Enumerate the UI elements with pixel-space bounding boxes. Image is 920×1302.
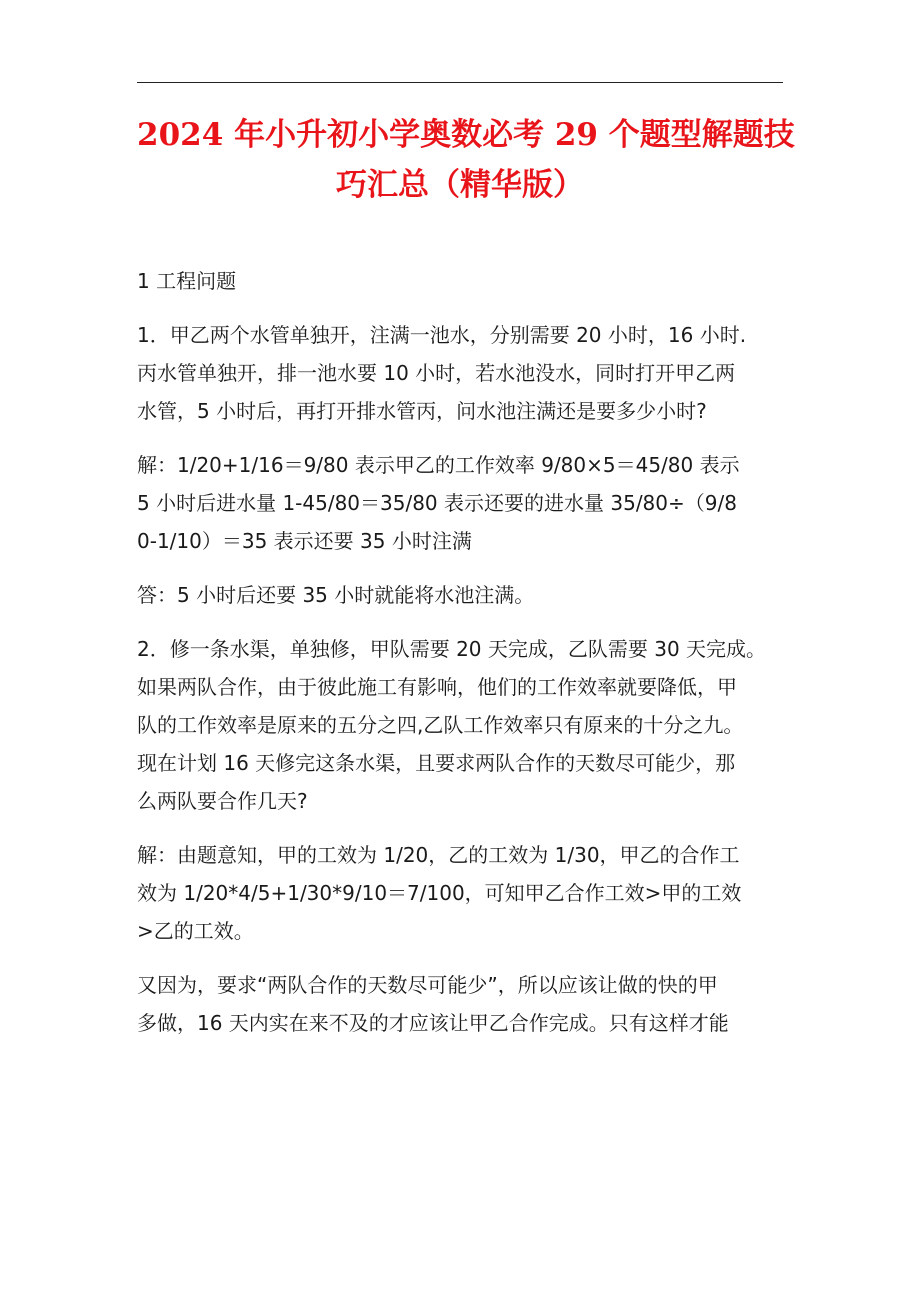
text-line: 队的工作效率是原来的五分之四,乙队工作效率只有原来的十分之九。 [137, 713, 744, 737]
text-line: 又因为，要求“两队合作的天数尽可能少”，所以应该让做的快的甲 [137, 973, 718, 997]
text-line: >乙的工效。 [137, 919, 254, 943]
title-line: 巧汇总（精华版） [336, 167, 584, 203]
header-rule [137, 82, 783, 83]
text-line: 丙水管单独开，排一池水要 10 小时，若水池没水，同时打开甲乙两 [137, 361, 736, 385]
text-line: 0-1/10）＝35 表示还要 35 小时注满 [137, 529, 472, 553]
section-heading [137, 262, 787, 300]
text-line: 5 小时后进水量 1-45/80＝35/80 表示还要的进水量 35/80÷（9/8 [137, 491, 737, 515]
text-line: 解：1/20+1/16＝9/80 表示甲乙的工作效率 9/80×5＝45/80 表示 [137, 453, 740, 477]
text-line: 解：由题意知，甲的工效为 1/20，乙的工效为 1/30，甲乙的合作工 [137, 843, 740, 867]
problem-2-reasoning [137, 966, 787, 1042]
document-body [137, 262, 787, 1058]
problem-1-solution [137, 446, 787, 560]
text-line: 效为 1/20*4/5+1/30*9/10＝7/100，可知甲乙合作工效>甲的工效 [137, 881, 742, 905]
text-line: 1 工程问题 [137, 269, 237, 293]
text-line: 如果两队合作，由于彼此施工有影响，他们的工作效率就要降低，甲 [137, 675, 737, 699]
text-line: 2．修一条水渠，单独修，甲队需要 20 天完成，乙队需要 30 天完成。 [137, 637, 767, 661]
text-line: 1．甲乙两个水管单独开，注满一池水，分别需要 20 小时，16 小时. [137, 323, 747, 347]
text-line: 么两队要合作几天? [137, 789, 308, 813]
problem-2-solution [137, 836, 787, 950]
text-line: 答：5 小时后还要 35 小时就能将水池注满。 [137, 583, 535, 607]
problem-1-question [137, 316, 787, 430]
document-title [137, 110, 795, 210]
text-line: 水管，5 小时后，再打开排水管丙，问水池注满还是要多少小时? [137, 399, 707, 423]
text-line: 多做，16 天内实在来不及的才应该让甲乙合作完成。只有这样才能 [137, 1011, 729, 1035]
title-line: 2024 年小升初小学奥数必考 29 个题型解题技 [137, 117, 795, 153]
problem-2-question [137, 630, 787, 820]
problem-1-answer [137, 576, 787, 614]
text-line: 现在计划 16 天修完这条水渠，且要求两队合作的天数尽可能少，那 [137, 751, 736, 775]
